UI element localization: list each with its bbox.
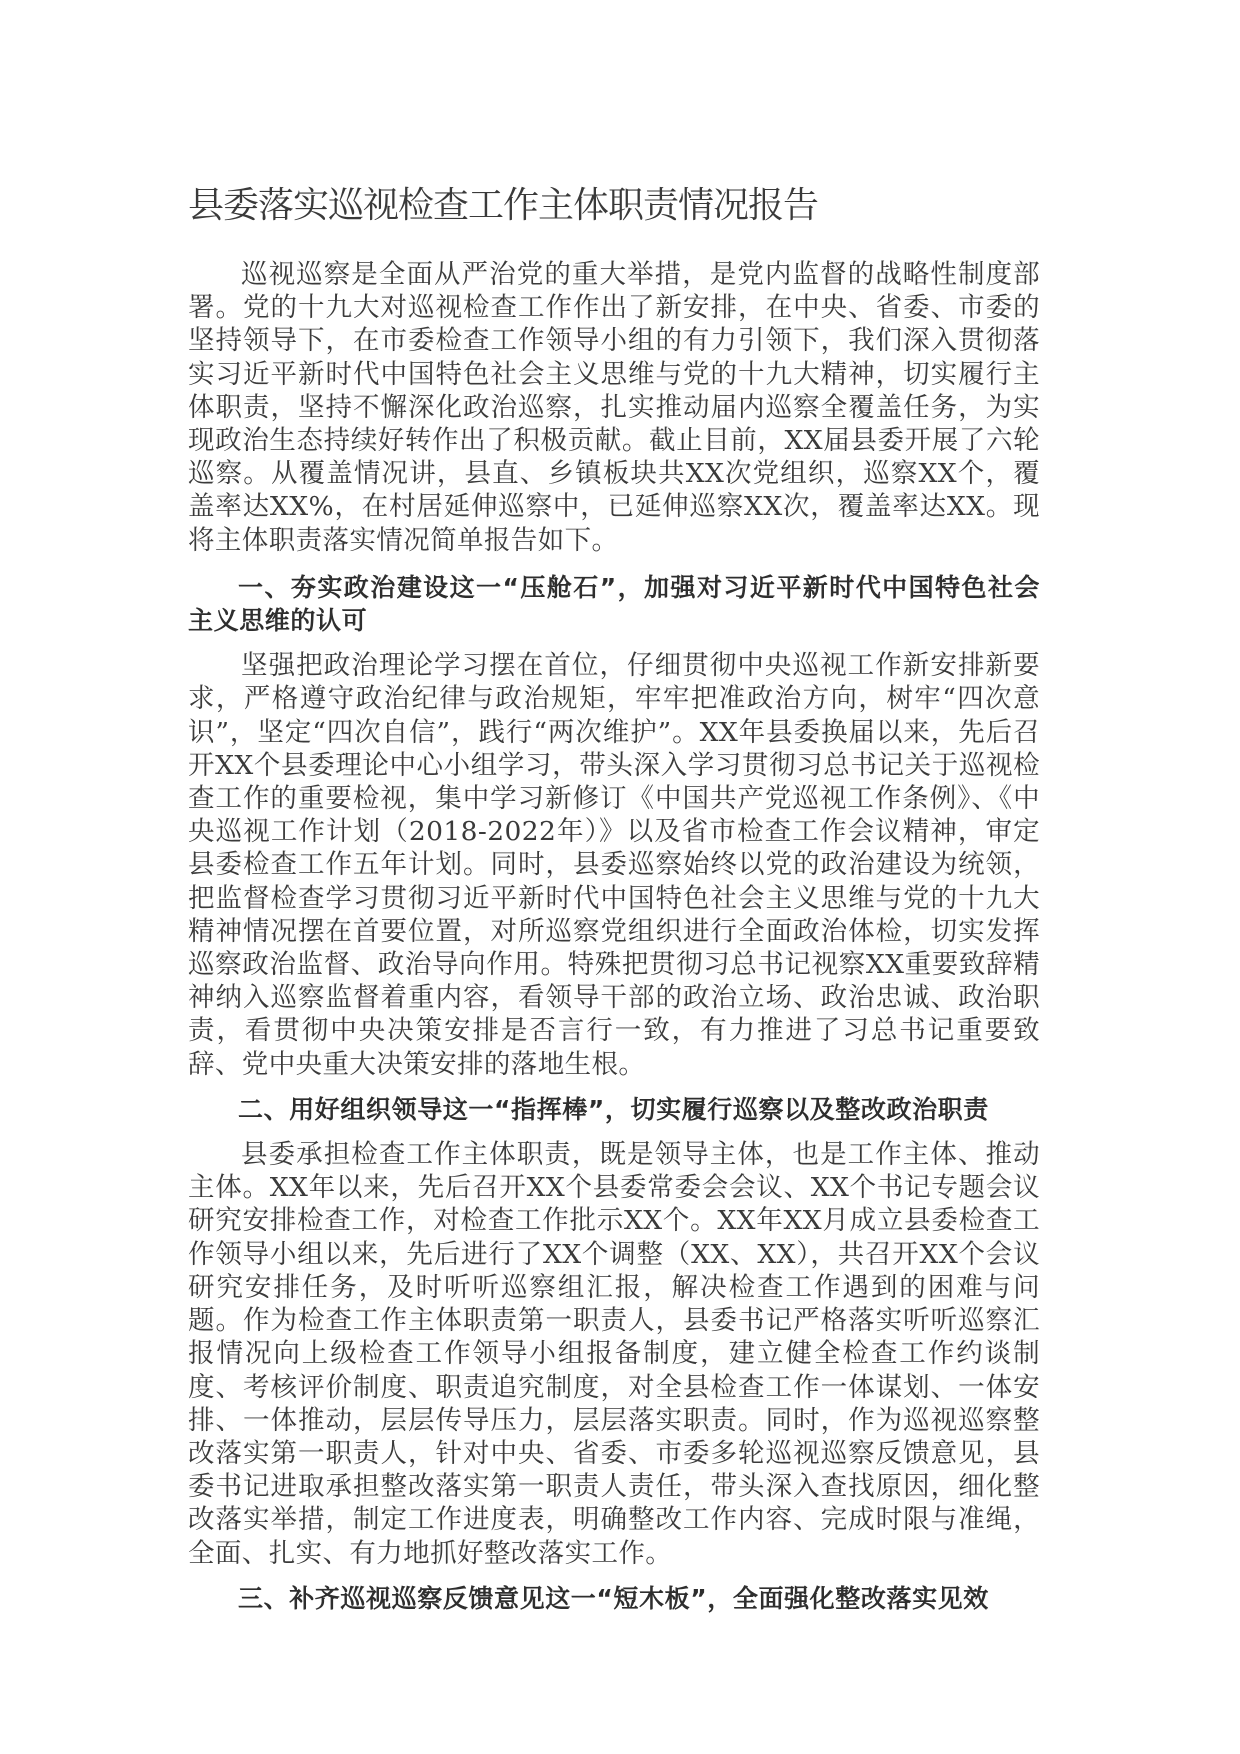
section-3-heading: 三、补齐巡视巡察反馈意见这一“短木板”，全面强化整改落实见效: [238, 1583, 989, 1613]
document-page: [188, 180, 1040, 1627]
section-2-heading: 二、用好组织领导这一“指挥棒”，切实履行巡察以及整改政治职责: [238, 1094, 989, 1124]
section-2-body: 县委承担检查工作主体职责，既是领导主体，也是工作主体、推动主体。XX年以来，先后召开XX个县委常委会会议、XX个书记专题会议研究安排检查工作，对检查工作批示XX个。XX年XX月成立县委检查工作领导小组以来，先后进行了XX个调整（XX、XX），共召开XX个会议研究安排任务，及时听听巡察组汇报，解决检查工作遇到的困难与问题。作为检查工作主体职责第一职责人，县委书记严格落实听听巡察汇报情况向上级检查工作领导小组报备制度，建立健全检查工作约谈制度、考核评价制度、职责追究制度，对全县检查工作一体谋划、一体安排、一体推动，层层传导压力，层层落实职责。同时，作为巡视巡察整改落实第一职责人，针对中央、省委、市委多轮巡视巡察反馈意见，县委书记进取承担整改落实第一职责人责任，带头深入查找原因，细化整改落实举措，制定工作进度表，明确整改工作内容、完成时限与准绳，全面、扎实、有力地抓好整改落实工作。: [188, 1139, 1040, 1569]
section-1-body: 坚强把政治理论学习摆在首位，仔细贯彻中央巡视工作新安排新要求，严格遵守政治纪律与政治规矩，牢牢把准政治方向，树牢“四次意识”，坚定“四次自信”，践行“两次维护”。XX年县委换届以来，先后召开XX个县委理论中心小组学习，带头深入学习贯彻习总书记关于巡视检查工作的重要检视，集中学习新修订《中国共产党巡视工作条例》、《中央巡视工作计划（2018-2022年）》以及省市检查工作会议精神，审定县委检查工作五年计划。同时，县委巡察始终以党的政治建设为统领，把监督检查学习贯彻习近平新时代中国特色社会主义思维与党的十九大精神情况摆在首要位置，对所巡察党组织进行全面政治体检，切实发挥巡察政治监督、政治导向作用。特殊把贯彻习总书记视察XX重要致辞精神纳入巡察监督着重内容，看领导干部的政治立场、政治忠诚、政治职责，看贯彻中央决策安排是否言行一致，有力推进了习总书记重要致辞、党中央重大决策安排的落地生根。: [188, 650, 1040, 1080]
document-title: 县委落实巡视检查工作主体职责情况报告: [188, 185, 819, 226]
intro-paragraph: 巡视巡察是全面从严治党的重大举措，是党内监督的战略性制度部署。党的十九大对巡视检查工作作出了新安排，在中央、省委、市委的坚持领导下，在市委检查工作领导小组的有力引领下，我们深入贯彻落实习近平新时代中国特色社会主义思维与党的十九大精神，切实履行主体职责，坚持不懈深化政治巡察，扎实推动届内巡察全覆盖任务，为实现政治生态持续好转作出了积极贡献。截止目前，XX届县委开展了六轮巡察。从覆盖情况讲，县直、乡镇板块共XX次党组织，巡察XX个，覆盖率达XX%，在村居延伸巡察中，已延伸巡察XX次，覆盖率达XX。现将主体职责落实情况简单报告如下。: [188, 259, 1040, 556]
section-1-heading: 一、夯实政治建设这一“压舱石”，加强对习近平新时代中国特色社会主义思维的认可: [188, 572, 1040, 636]
